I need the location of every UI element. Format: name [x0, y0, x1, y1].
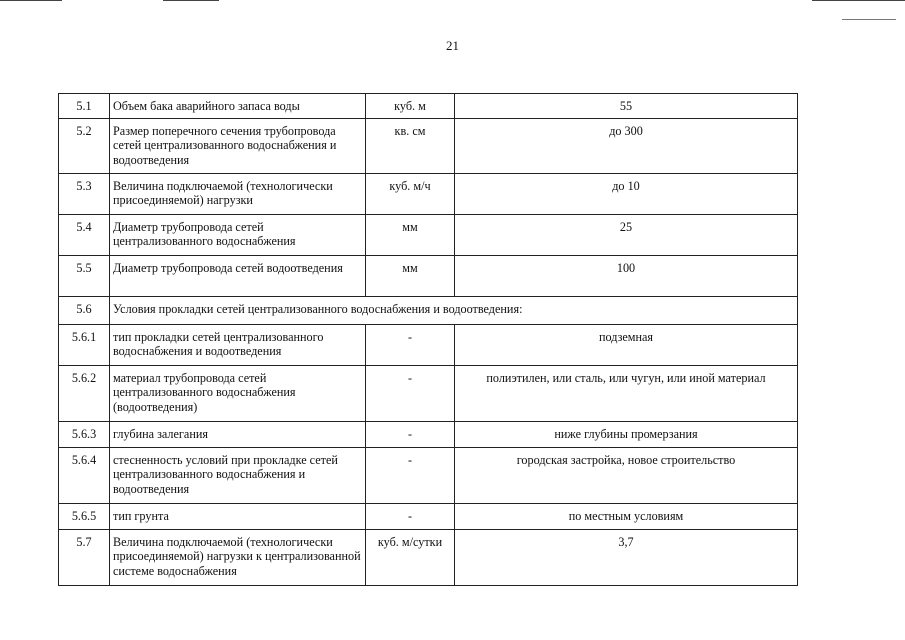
- table-row: [59, 366, 798, 422]
- table-row: [59, 94, 798, 119]
- row-unit: куб. м/ч: [366, 174, 455, 215]
- row-description: Размер поперечного сечения трубопровода сетей централизованного водоснабжения и водоотведения: [110, 119, 366, 174]
- row-description: Диаметр трубопровода сетей водоотведения: [110, 256, 366, 297]
- row-unit: -: [366, 366, 455, 422]
- scan-artifact-line: [812, 0, 905, 1]
- row-unit: -: [366, 422, 455, 448]
- table-row: [59, 530, 798, 586]
- row-value: ниже глубины промерзания: [455, 422, 798, 448]
- row-value: 3,7: [455, 530, 798, 586]
- row-value: подземная: [455, 325, 798, 366]
- row-number: 5.5: [59, 256, 110, 297]
- table-row: [59, 422, 798, 448]
- scan-artifact-line: [842, 19, 896, 20]
- row-description: тип грунта: [110, 504, 366, 530]
- row-number: 5.6.4: [59, 448, 110, 504]
- table-row: [59, 504, 798, 530]
- row-unit: мм: [366, 215, 455, 256]
- row-number: 5.6.2: [59, 366, 110, 422]
- row-unit: мм: [366, 256, 455, 297]
- table-row: [59, 215, 798, 256]
- row-unit: кв. см: [366, 119, 455, 174]
- table-row: [59, 174, 798, 215]
- row-number: 5.1: [59, 94, 110, 119]
- row-unit: -: [366, 504, 455, 530]
- row-value: 25: [455, 215, 798, 256]
- row-description: Величина подключаемой (технологически присоединяемой) нагрузки: [110, 174, 366, 215]
- row-unit: -: [366, 325, 455, 366]
- row-unit: куб. м: [366, 94, 455, 119]
- row-description: Величина подключаемой (технологически присоединяемой) нагрузки к централизованной системе водоснабжения: [110, 530, 366, 586]
- row-description: тип прокладки сетей централизованного водоснабжения и водоотведения: [110, 325, 366, 366]
- row-description: глубина залегания: [110, 422, 366, 448]
- row-description: стесненность условий при прокладке сетей централизованного водоснабжения и водоотведения: [110, 448, 366, 504]
- row-number: 5.3: [59, 174, 110, 215]
- row-value: 100: [455, 256, 798, 297]
- row-number: 5.4: [59, 215, 110, 256]
- row-value: городская застройка, новое строительство: [455, 448, 798, 504]
- section-heading: Условия прокладки сетей централизованного водоснабжения и водоотведения:: [110, 297, 798, 325]
- row-number: 5.6.1: [59, 325, 110, 366]
- row-value: до 300: [455, 119, 798, 174]
- table-row: [59, 325, 798, 366]
- scan-artifact-line: [163, 0, 219, 1]
- page-number: 21: [446, 38, 459, 53]
- row-description: материал трубопровода сетей централизованного водоснабжения (водоотведения): [110, 366, 366, 422]
- row-number: 5.6.3: [59, 422, 110, 448]
- row-number: 5.7: [59, 530, 110, 586]
- row-unit: -: [366, 448, 455, 504]
- row-description: Объем бака аварийного запаса воды: [110, 94, 366, 119]
- specification-table: [58, 93, 798, 586]
- table-row: [59, 119, 798, 174]
- section-row: [59, 297, 798, 325]
- scan-artifact-line: [0, 0, 62, 1]
- row-value: полиэтилен, или сталь, или чугун, или иной материал: [455, 366, 798, 422]
- row-description: Диаметр трубопровода сетей централизованного водоснабжения: [110, 215, 366, 256]
- row-number: 5.6: [59, 297, 110, 325]
- table-row: [59, 448, 798, 504]
- row-value: 55: [455, 94, 798, 119]
- row-value: до 10: [455, 174, 798, 215]
- row-number: 5.6.5: [59, 504, 110, 530]
- row-value: по местным условиям: [455, 504, 798, 530]
- row-number: 5.2: [59, 119, 110, 174]
- table-row: [59, 256, 798, 297]
- row-unit: куб. м/сутки: [366, 530, 455, 586]
